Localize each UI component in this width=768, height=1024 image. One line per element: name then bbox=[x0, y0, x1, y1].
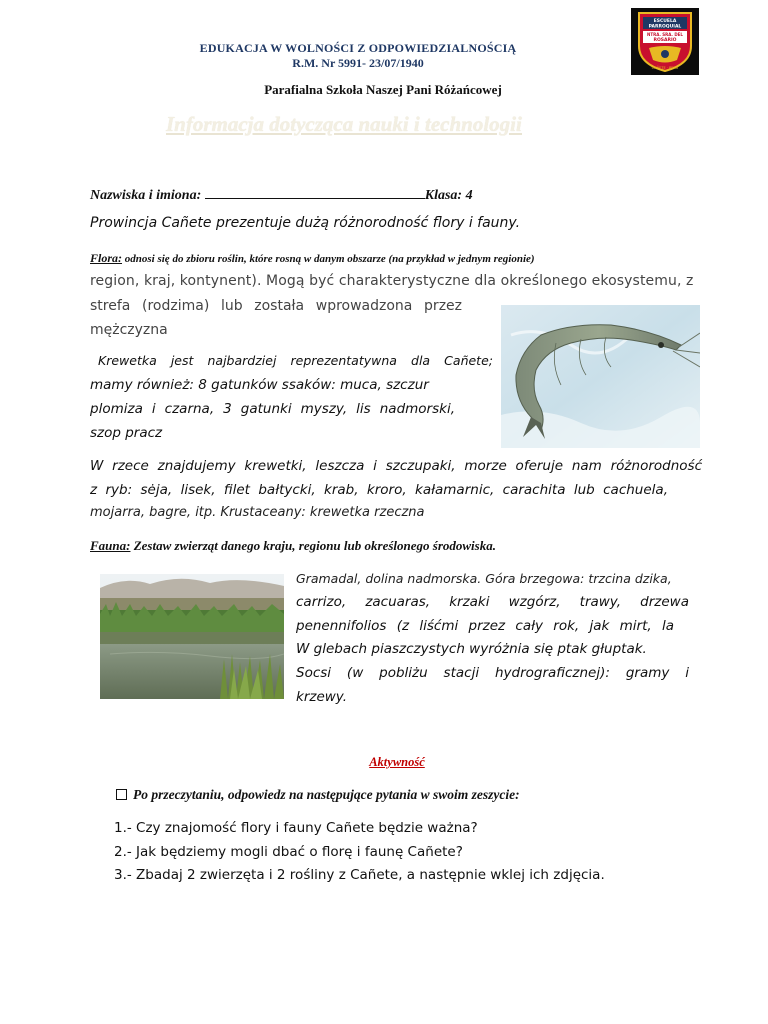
document-title: Informacja dotycząca nauki i technologii bbox=[166, 112, 522, 136]
activity-heading: Aktywność bbox=[369, 755, 425, 769]
shrimp-text-line: mamy również: 8 gatunków ssaków: muca, szczur bbox=[90, 377, 429, 393]
name-label: Nazwiska i imiona: bbox=[90, 188, 202, 203]
vegetation-text-line: Gramadal, dolina nadmorska. Góra brzegowa: trzcina dzika, bbox=[296, 571, 672, 586]
vegetation-text-line: W glebach piaszczystych wyróżnia się ptak głuptak. bbox=[296, 641, 647, 657]
fauna-term: Fauna: bbox=[90, 538, 131, 553]
shrimp-text-line: plomiza i czarna, 3 gatunki myszy, lis nadmorski, bbox=[90, 401, 455, 417]
shrimp-text-line: szop pracz bbox=[90, 425, 163, 441]
shrimp-text-line: Krewetka jest najbardziej reprezentatywna dla Cañete; bbox=[98, 353, 493, 368]
svg-text:ESCUELA: ESCUELA bbox=[653, 19, 677, 24]
checkbox-bullet-icon bbox=[116, 789, 127, 800]
school-name: Parafialna Szkoła Naszej Pani Różańcowej bbox=[264, 82, 502, 97]
shrimp-photo bbox=[501, 305, 700, 448]
student-name-line bbox=[90, 186, 473, 204]
vegetation-text-line: penennifolios (z liśćmi przez cały rok, jak mirt, la bbox=[296, 618, 674, 634]
river-text-line: mojarra, bagre, itp. Krustaceany: krewetka rzeczna bbox=[90, 505, 425, 520]
svg-text:NTRA. SRA. DEL: NTRA. SRA. DEL bbox=[647, 32, 683, 37]
river-text-line: z ryb: sėja, lisek, filet bałtycki, krab, kroro, kałamarnic, carachita lub cachuela, bbox=[90, 482, 668, 498]
fauna-definition bbox=[90, 538, 496, 554]
question-item: 3.- Zbadaj 2 zwierzęta i 2 rośliny z Cañete, a następnie wklej ich zdjęcia. bbox=[114, 867, 605, 883]
school-crest-logo bbox=[631, 8, 699, 75]
vegetation-text-line: Socsi (w pobliżu stacji hydrograficznej): gramy i bbox=[296, 665, 689, 681]
instruction-text: Po przeczytaniu, odpowiedz na następujące pytania w swoim zeszycie: bbox=[133, 787, 520, 802]
flora-text-line: mężczyzna bbox=[90, 322, 168, 338]
header-registration: R.M. Nr 5991- 23/07/1940 bbox=[292, 56, 424, 70]
flora-definition-text: odnosi się do zbioru roślin, które rosną w danym obszarze (na przykład w jednym regionie) bbox=[122, 253, 535, 265]
question-item: 2.- Jak będziemy mogli dbać o florę i faunę Cañete? bbox=[114, 844, 463, 860]
svg-text:ROSARIO: ROSARIO bbox=[653, 38, 677, 43]
name-blank-field bbox=[205, 186, 425, 199]
wetland-photo bbox=[100, 574, 284, 699]
header-motto: EDUKACJA W WOLNOŚCI Z ODPOWIEDZIALNOŚCIĄ bbox=[199, 41, 517, 55]
flora-text-line: strefa (rodzima) lub została wprowadzona przez bbox=[90, 298, 462, 314]
fauna-definition-text: Zestaw zwierząt danego kraju, regionu lub określonego środowiska. bbox=[130, 538, 496, 553]
svg-text:CAÑETE · PERÚ: CAÑETE · PERÚ bbox=[651, 66, 679, 70]
intro-sentence: Prowincja Cañete prezentuje dużą różnorodność flory i fauny. bbox=[90, 215, 521, 231]
flora-term: Flora: bbox=[90, 251, 123, 265]
vegetation-text-line: carrizo, zacuaras, krzaki wzgórz, trawy, drzewa bbox=[296, 594, 689, 610]
flora-definition bbox=[90, 251, 535, 266]
question-item: 1.- Czy znajomość flory i fauny Cañete będzie ważna? bbox=[114, 820, 478, 836]
class-label: Klasa: 4 bbox=[424, 188, 473, 203]
svg-text:PARROQUIAL: PARROQUIAL bbox=[648, 24, 682, 30]
vegetation-text-line: krzewy. bbox=[296, 689, 348, 705]
flora-text-line: region, kraj, kontynent). Mogą być charakterystyczne dla określonego ekosystemu, z bbox=[90, 273, 694, 289]
activity-instruction bbox=[116, 787, 520, 803]
river-text-line: W rzece znajdujemy krewetki, leszcza i szczupaki, morze oferuje nam różnorodność bbox=[90, 458, 702, 474]
